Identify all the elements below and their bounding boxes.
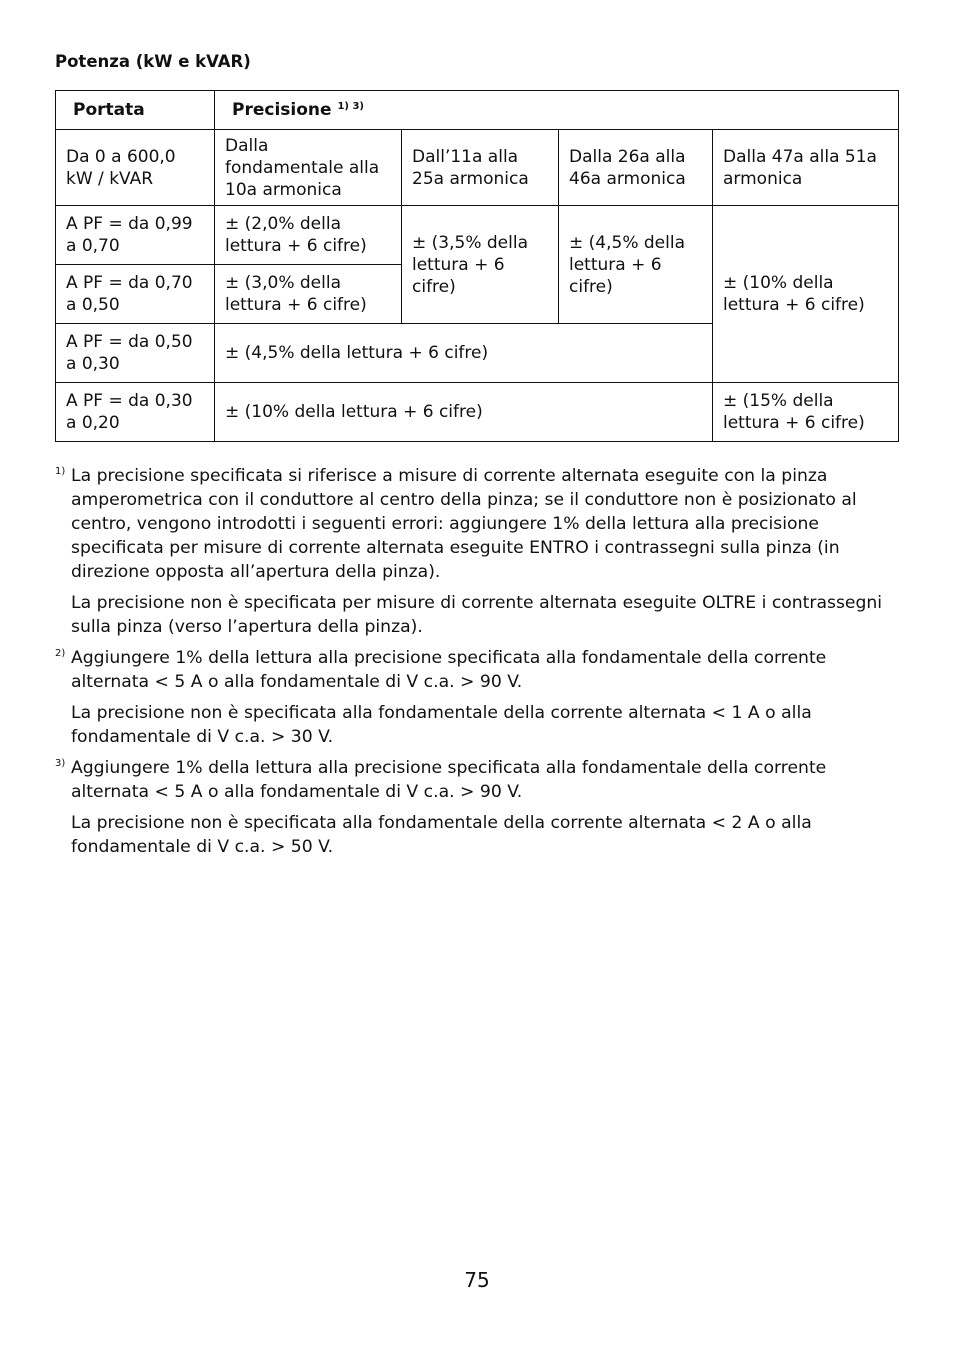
h11-25-cell: ± (3,5% della lettura + 6 cifre)	[402, 206, 559, 324]
harmonic-header-11-25: Dall’11a alla 25a armonica	[402, 130, 559, 206]
h26-46-cell: ± (4,5% della lettura + 6 cifre)	[559, 206, 713, 324]
table-row	[56, 130, 899, 206]
table-header-row	[56, 91, 899, 130]
header-portata: Portata	[56, 91, 215, 130]
pf-cell: A PF = da 0,50 a 0,30	[56, 324, 215, 383]
footnote-mark: 1)	[55, 466, 66, 477]
footnotes	[55, 464, 898, 859]
footnote-text: Aggiungere 1% della lettura alla precisione specificata alla fondamentale della corrente alternata < 5 A o alla fondamentale di V c.a. > 90 V.	[71, 758, 827, 802]
footnote-continuation: La precisione non è specificata alla fondamentale della corrente alternata < 2 A o alla fondamentale di V c.a. > 50 V.	[71, 813, 812, 857]
section-title: Potenza (kW e kVAR)	[55, 52, 251, 71]
last-cell: ± (15% della lettura + 6 cifre)	[713, 383, 899, 442]
footnote-mark: 2)	[55, 648, 66, 659]
footnote-continuation: La precisione non è specificata per misure di corrente alternata eseguite OLTRE i contrassegni sulla pinza (verso l’apertura della pinza).	[71, 593, 883, 637]
header-precisione-label: Precisione	[232, 100, 332, 120]
harmonic-header-fund: Dalla fondamentale alla 10a armonica	[215, 130, 402, 206]
header-precisione-sup: 1) 3)	[337, 101, 365, 112]
footnote-text: La precisione specificata si riferisce a misure di corrente alternata eseguite con la pinza amperometrica con il conduttore al centro della pinza; se il conduttore non è posizionato al centro, vengono introdotti i seguenti errori: aggiungere 1% della lettura alla precisione specificata per misure di corrente alternata eseguite ENTRO i contrassegni sulla pinza (in direzione opposta all’apertura della pinza).	[71, 466, 857, 582]
footnote-3	[55, 756, 898, 859]
pf-cell: A PF = da 0,70 a 0,50	[56, 265, 215, 324]
fund-cell: ± (2,0% della lettura + 6 cifre)	[215, 206, 402, 265]
pf-cell: A PF = da 0,30 a 0,20	[56, 383, 215, 442]
fund-cell: ± (4,5% della lettura + 6 cifre)	[215, 324, 713, 383]
table-row	[56, 383, 899, 442]
footnote-mark: 3)	[55, 758, 66, 769]
footnote-1	[55, 464, 898, 639]
document-page	[55, 50, 898, 866]
harmonic-header-26-46: Dalla 26a alla 46a armonica	[559, 130, 713, 206]
footnote-2	[55, 646, 898, 749]
footnote-continuation: La precisione non è specificata alla fondamentale della corrente alternata < 1 A o alla fondamentale di V c.a. > 30 V.	[71, 703, 812, 747]
footnote-text: Aggiungere 1% della lettura alla precisione specificata alla fondamentale della corrente alternata < 5 A o alla fondamentale di V c.a. > 90 V.	[71, 648, 827, 692]
table-row	[56, 206, 899, 265]
h47-51-cell: ± (10% della lettura + 6 cifre)	[713, 206, 899, 383]
power-accuracy-table	[55, 90, 899, 442]
fund-cell: ± (10% della lettura + 6 cifre)	[215, 383, 713, 442]
range-cell: Da 0 a 600,0 kW / kVAR	[56, 130, 215, 206]
harmonic-header-47-51: Dalla 47a alla 51a armonica	[713, 130, 899, 206]
page-number: 75	[464, 1268, 490, 1292]
header-precisione	[215, 91, 899, 130]
pf-cell: A PF = da 0,99 a 0,70	[56, 206, 215, 265]
fund-cell: ± (3,0% della lettura + 6 cifre)	[215, 265, 402, 324]
